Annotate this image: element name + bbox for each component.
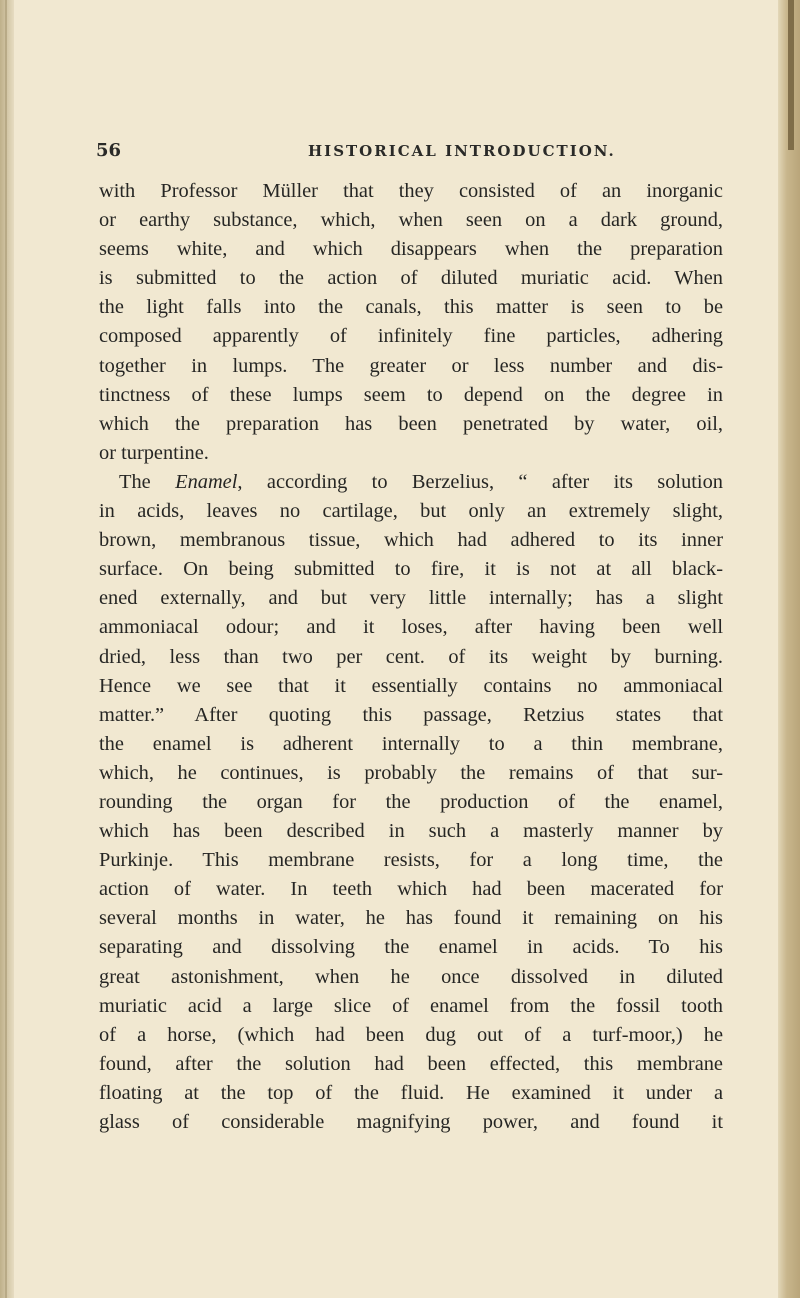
text-line: surface. On being submitted to fire, it is not at all black- [99, 558, 723, 581]
text-line: which the preparation has been penetrated by water, oil, [99, 412, 723, 435]
text-line: found, after the solution had been effected, this membrane [99, 1052, 723, 1075]
text-line: ened externally, and but very little internally; has a slight [99, 587, 723, 610]
page-gutter-left [0, 0, 14, 1298]
body-text [99, 177, 723, 1137]
emphasis-enamel: Enamel [175, 470, 238, 493]
text-line: matter.” After quoting this passage, Retzius states that [99, 703, 723, 726]
binding-line [5, 0, 7, 1298]
text-line: separating and dissolving the enamel in acids. To his [99, 936, 723, 959]
text-line: or earthy substance, which, when seen on a dark ground, [99, 209, 723, 232]
page-edge-shadow [788, 0, 794, 150]
text-line: the enamel is adherent internally to a thin membrane, [99, 732, 723, 755]
text-line: Purkinje. This membrane resists, for a long time, the [99, 849, 723, 872]
page-header [96, 140, 726, 164]
text-line: with Professor Müller that they consisted of an inorganic [99, 180, 723, 202]
text-line: dried, less than two per cent. of its weight by burning. [99, 645, 723, 668]
text-line: Hence we see that it essentially contains no ammoniacal [99, 674, 723, 697]
text-line: the light falls into the canals, this matter is seen to be [99, 296, 723, 319]
page-edge-right [778, 0, 800, 1298]
text-line: in acids, leaves no cartilage, but only an extremely slight, [99, 500, 723, 523]
text-line: composed apparently of infinitely fine particles, adhering [99, 325, 723, 348]
text-line: great astonishment, when he once dissolved in diluted [99, 965, 723, 988]
text-fragment: The [119, 470, 176, 493]
text-line: is submitted to the action of diluted muriatic acid. When [99, 267, 723, 290]
text-line: tinctness of these lumps seem to depend on the degree in [99, 383, 723, 406]
text-line: or turpentine. [99, 441, 209, 464]
text-line: which, he continues, is probably the remains of that sur- [99, 761, 723, 784]
text-line: brown, membranous tissue, which had adhered to its inner [99, 529, 723, 552]
text-line: muriatic acid a large slice of enamel from the fossil tooth [99, 994, 723, 1017]
text-line: rounding the organ for the production of the enamel, [99, 790, 723, 813]
text-line: action of water. In teeth which had been macerated for [99, 878, 723, 901]
text-line: seems white, and which disappears when the preparation [99, 238, 723, 261]
text-line-enamel [99, 468, 723, 497]
running-head: HISTORICAL INTRODUCTION. [308, 142, 616, 160]
text-line: together in lumps. The greater or less number and dis- [99, 354, 723, 377]
text-line: floating at the top of the fluid. He examined it under a [99, 1081, 723, 1104]
text-line: which has been described in such a masterly manner by [99, 820, 723, 843]
page-number: 56 [96, 140, 122, 161]
text-line: several months in water, he has found it remaining on his [99, 907, 723, 930]
text-line: ammoniacal odour; and it loses, after having been well [99, 616, 723, 639]
text-line: glass of considerable magnifying power, and found it [99, 1111, 723, 1133]
text-fragment: , according to Berzelius, “ after its solution [237, 470, 723, 493]
text-line: of a horse, (which had been dug out of a turf-moor,) he [99, 1023, 723, 1046]
